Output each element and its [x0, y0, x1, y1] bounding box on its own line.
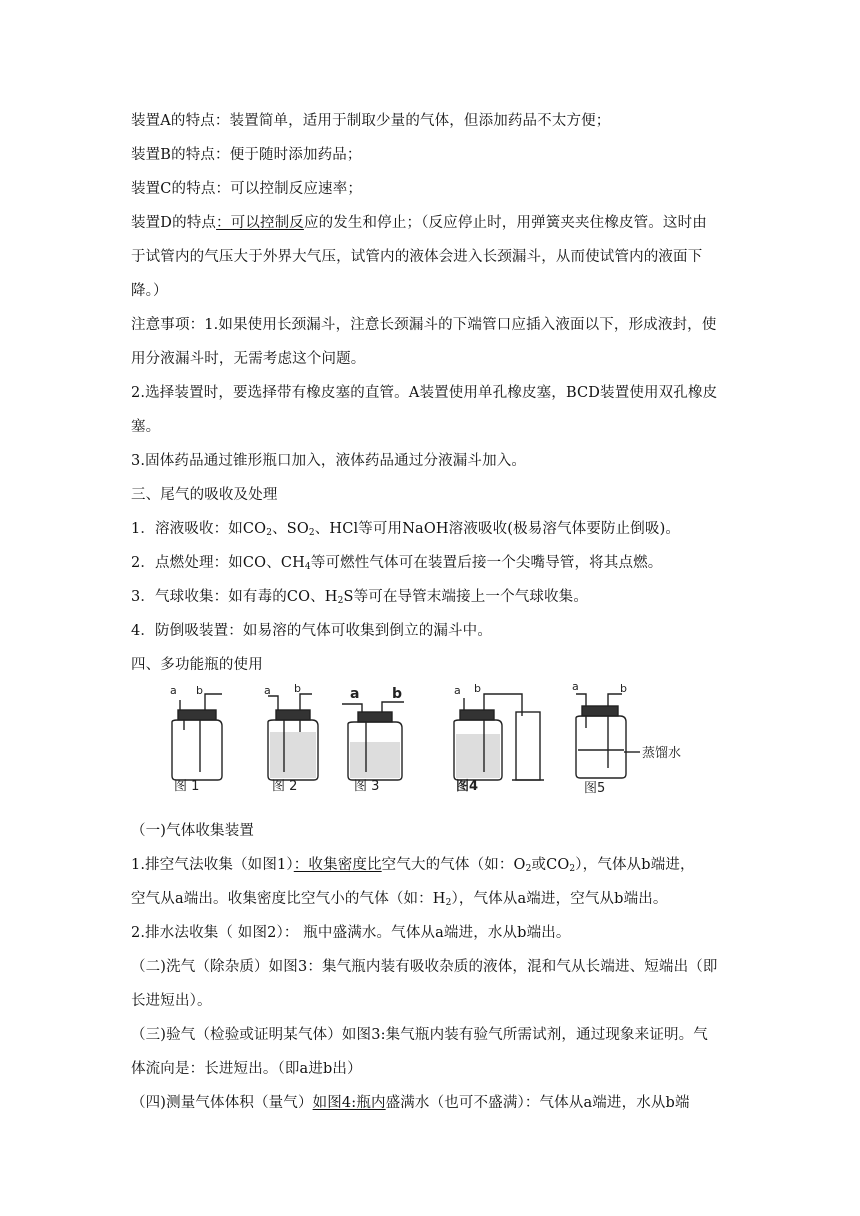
text-span: 空气从a端出。收集密度比空气小的气体（如：H [131, 891, 446, 907]
port-b-label: b [196, 684, 203, 697]
subscript: 2 [337, 596, 344, 606]
subscript: 2 [445, 898, 452, 908]
text-span: 装置D的特点 [131, 215, 217, 231]
text-span: 应的发生和停止；（反应停止时，用弹簧夹夹住橡皮管。这时由 [303, 215, 707, 231]
text-span: 或CO [531, 857, 570, 873]
gas-washing: （二)洗气（除杂质）如图3：集气瓶内装有吸收杂质的液体，混和气从长端进、短端出（即 [131, 959, 718, 975]
gas-volume-measure [131, 1093, 751, 1113]
figure-caption-3: 图 3 [354, 779, 380, 794]
tail-gas-item-2 [131, 553, 751, 573]
bottle-3 [342, 686, 404, 794]
text-span: 盛满水（也可不盛满）：气体从a端进，水从b端 [385, 1095, 690, 1111]
device-c-feature: 装置C的特点：可以控制反应速率； [131, 181, 362, 197]
tail-gas-item-1 [131, 519, 751, 539]
port-b-label: b [294, 682, 301, 695]
air-collection-line2 [131, 889, 751, 909]
text-span: 、SO [272, 521, 309, 537]
text-span: 空气大的气体（如：O [381, 857, 526, 873]
port-a-label: a [454, 684, 461, 697]
underlined-text: ：可以控制反 [216, 215, 304, 231]
port-b-label: b [392, 686, 403, 702]
figure-caption-2: 图 2 [272, 779, 298, 794]
device-d-feature [131, 213, 751, 233]
text-span: 、HCl等可用NaOH溶液吸收(极易溶气体要防止倒吸)。 [314, 521, 681, 537]
text-span: 等可燃性气体可在装置后接一个尖嘴导管，将其点燃。 [310, 555, 663, 571]
text-span: ），气体从b端进， [575, 857, 695, 873]
text-span: 3．气球收集：如有毒的CO、H [131, 589, 338, 605]
underlined-text: ：收集密度比 [293, 857, 382, 873]
port-a-label: a [572, 680, 579, 693]
text-span: 1.排空气法收集（如图1） [131, 857, 294, 873]
underlined-text: 如图4:瓶内 [312, 1095, 386, 1111]
note-1: 注意事项：1.如果使用长颈漏斗，注意长颈漏斗的下端管口应插入液面以下，形成液封，使 [131, 317, 717, 333]
text-span: 1．溶液吸收：如CO [131, 521, 267, 537]
port-b-label: b [474, 682, 481, 695]
air-collection-line1 [131, 855, 751, 875]
note-2-cont: 塞。 [131, 419, 161, 435]
note-1-cont: 用分液漏斗时，无需考虑这个问题。 [131, 351, 366, 367]
text-span: S等可在导管末端接上一个气球收集。 [343, 589, 588, 605]
port-a-label: a [264, 684, 271, 697]
note-3: 3.固体药品通过锥形瓶口加入，液体药品通过分液漏斗加入。 [131, 453, 527, 469]
water-collection: 2.排水法收集（ 如图2）： 瓶中盛满水。气体从a端进，水从b端出。 [131, 925, 571, 941]
gas-testing-cont: 体流向是：长进短出。（即a进b出） [131, 1061, 362, 1077]
figure-caption-5: 图5 [584, 781, 606, 795]
figure-caption-1: 图 1 [174, 779, 200, 794]
device-a-feature: 装置A的特点：装置简单，适用于制取少量的气体，但添加药品不太方便； [131, 113, 611, 129]
bottle-2 [264, 682, 318, 794]
device-d-feature-line2: 于试管内的气压大于外界大气压，试管内的液体会进入长颈漏斗，从而使试管内的液面下 [131, 249, 703, 265]
distilled-water-label: 蒸馏水 [642, 746, 682, 761]
bottle-5 [572, 680, 681, 795]
device-d-feature-line3: 降。） [131, 283, 168, 299]
gas-testing: （三)验气（检验或证明某气体）如图3:集气瓶内装有验气所需试剂，通过现象来证明。气 [131, 1027, 708, 1043]
tail-gas-item-4: 4．防倒吸装置：如易溶的气体可收集到倒立的漏斗中。 [131, 623, 492, 639]
subscript: 4 [304, 562, 311, 572]
section-4-heading: 四、多功能瓶的使用 [131, 657, 263, 673]
gas-washing-cont: 长进短出）。 [131, 993, 212, 1009]
subsection-1: （一)气体收集装置 [131, 823, 255, 839]
subscript: 2 [569, 864, 576, 874]
port-a-label: a [170, 684, 177, 697]
text-span: （四)测量气体体积（量气） [131, 1095, 313, 1111]
tail-gas-item-3 [131, 587, 751, 607]
subscript: 2 [525, 864, 532, 874]
text-span: ），气体从a端进，空气从b端出。 [451, 891, 668, 907]
bottle-1 [172, 694, 222, 780]
note-2: 2.选择装置时，要选择带有橡皮塞的直管。A装置使用单孔橡皮塞，BCD装置使用双孔橡皮 [131, 385, 718, 401]
figure-caption-4: 图4 [456, 779, 479, 794]
text-span: 2．点燃处理：如CO、CH [131, 555, 305, 571]
bottle-4-with-cylinder [454, 682, 544, 794]
subscript: 2 [308, 528, 315, 538]
bottle-figure [160, 680, 720, 795]
device-b-feature: 装置B的特点：便于随时添加药品； [131, 147, 362, 163]
port-b-label: b [620, 682, 627, 695]
subscript: 2 [266, 528, 273, 538]
port-a-label: a [350, 686, 360, 702]
section-3-heading: 三、尾气的吸收及处理 [131, 487, 278, 503]
